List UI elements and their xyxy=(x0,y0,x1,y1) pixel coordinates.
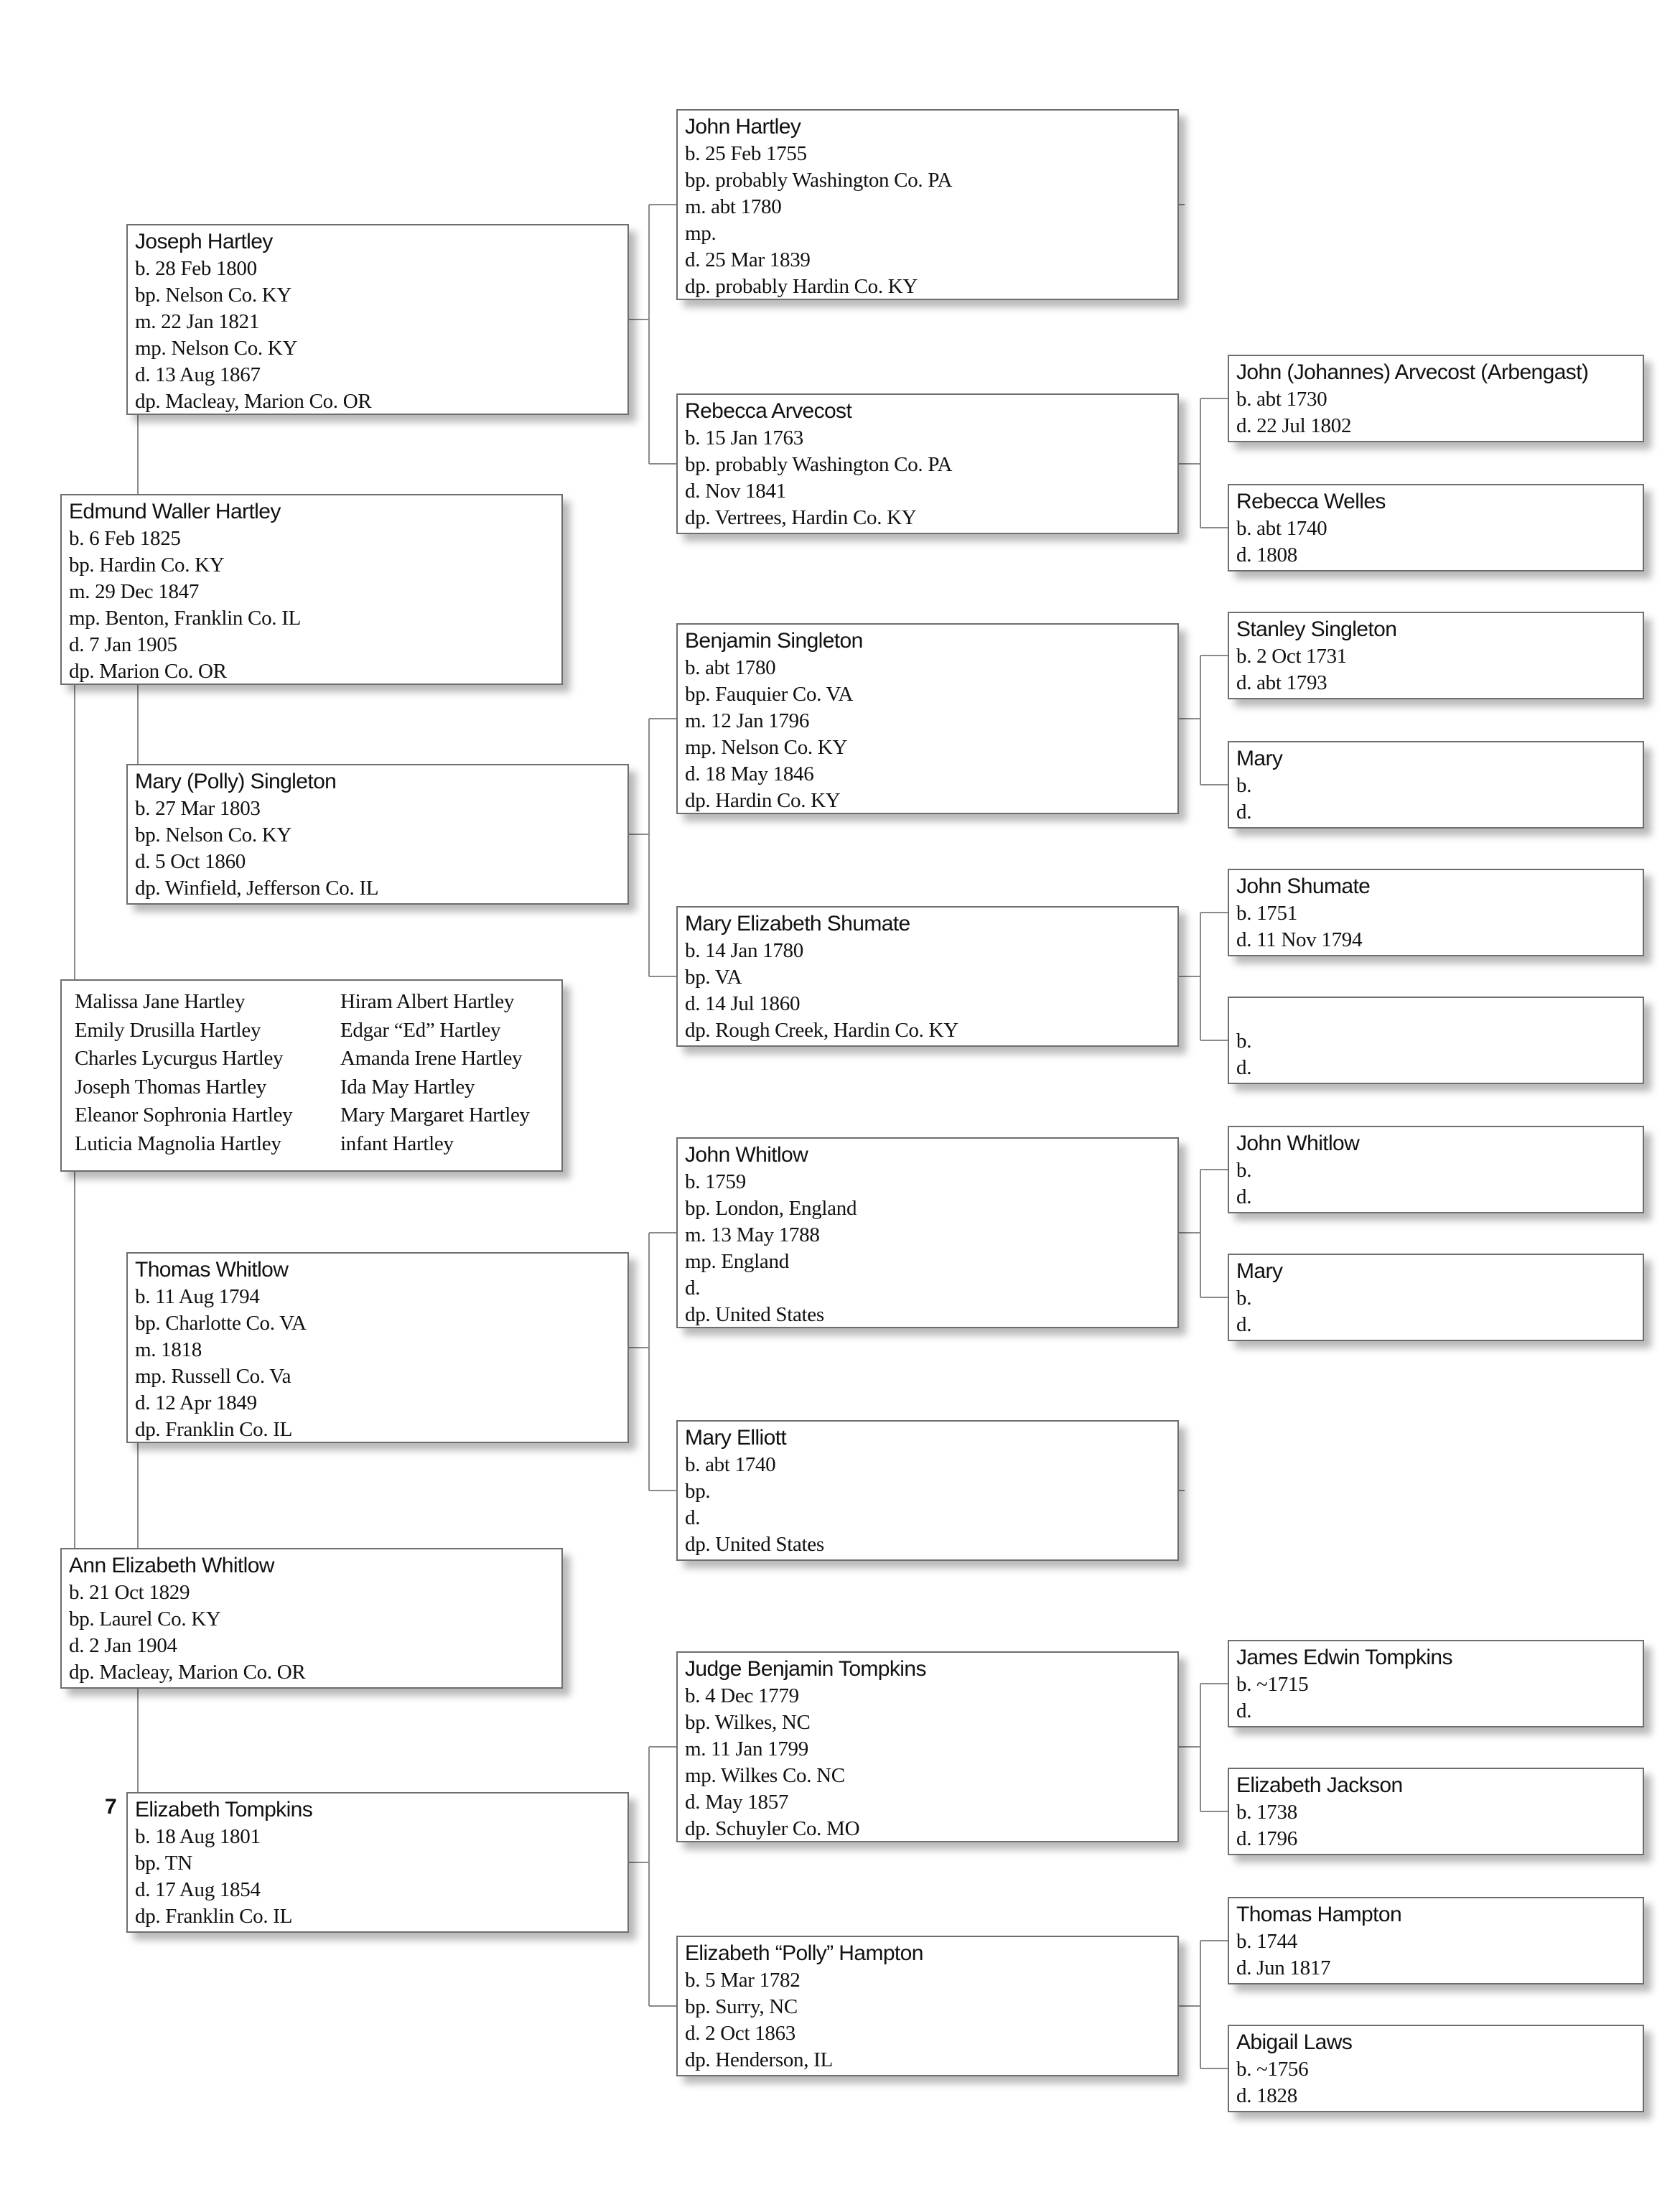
child-name: Luticia Magnolia Hartley xyxy=(75,1132,281,1155)
person-box-thomas-whitlow xyxy=(126,1252,629,1443)
person-fact: bp. TN xyxy=(135,1852,192,1875)
person-fact: bp. Fauquier Co. VA xyxy=(685,683,854,706)
person-box-mary-polly-singleton xyxy=(126,764,629,905)
person-box-john-shumate xyxy=(1228,869,1644,956)
person-fact: bp. VA xyxy=(685,966,742,989)
person-name: Judge Benjamin Tompkins xyxy=(685,1657,926,1681)
person-fact: b. abt 1730 xyxy=(1236,388,1327,411)
person-fact: bp. Charlotte Co. VA xyxy=(135,1312,307,1335)
person-fact: dp. probably Hardin Co. KY xyxy=(685,275,918,298)
person-fact: d. 18 May 1846 xyxy=(685,762,814,785)
person-name: John Hartley xyxy=(685,115,801,139)
person-name: Stanley Singleton xyxy=(1236,617,1397,641)
person-fact: b. abt 1740 xyxy=(1236,517,1327,540)
person-fact: d. xyxy=(685,1506,701,1529)
person-fact: d. xyxy=(685,1277,701,1300)
person-fact: d. xyxy=(1236,1056,1252,1079)
person-fact: b. xyxy=(1236,1159,1252,1182)
person-name: Joseph Hartley xyxy=(135,230,273,253)
person-fact: b. abt 1740 xyxy=(685,1453,776,1476)
person-fact: mp. Wilkes Co. NC xyxy=(685,1764,845,1787)
person-fact: bp. Surry, NC xyxy=(685,1995,798,2018)
person-fact: bp. Nelson Co. KY xyxy=(135,824,292,846)
person-fact: dp. Macleay, Marion Co. OR xyxy=(135,390,372,413)
person-fact: b. 1738 xyxy=(1236,1801,1297,1824)
person-box-elizabeth-tompkins xyxy=(126,1792,629,1933)
person-box-mary-whitlow-wife xyxy=(1228,1254,1644,1341)
person-name: John (Johannes) Arvecost (Arbengast) xyxy=(1236,360,1589,384)
person-fact: d. 7 Jan 1905 xyxy=(69,633,177,656)
person-box-joseph-hartley xyxy=(126,224,629,415)
person-box-mary-singleton-wife xyxy=(1228,741,1644,829)
person-fact: b. ~1756 xyxy=(1236,2058,1309,2081)
person-name: Abigail Laws xyxy=(1236,2030,1353,2054)
person-fact: mp. Russell Co. Va xyxy=(135,1365,291,1388)
person-fact: m. abt 1780 xyxy=(685,195,782,218)
person-fact: b. 18 Aug 1801 xyxy=(135,1825,261,1848)
person-box-james-edwin-tompkins xyxy=(1228,1640,1644,1727)
person-box-john-whitlow-elder xyxy=(1228,1126,1644,1213)
person-fact: d. 13 Aug 1867 xyxy=(135,363,261,386)
person-fact: b. abt 1780 xyxy=(685,656,776,679)
person-fact: d. 1828 xyxy=(1236,2084,1297,2107)
person-fact: d. May 1857 xyxy=(685,1791,789,1814)
person-box-stanley-singleton xyxy=(1228,612,1644,699)
person-fact: d. 11 Nov 1794 xyxy=(1236,928,1363,951)
person-fact: bp. probably Washington Co. PA xyxy=(685,453,953,476)
person-fact: b. 28 Feb 1800 xyxy=(135,257,257,280)
person-fact: b. xyxy=(1236,1030,1252,1053)
person-fact: mp. Nelson Co. KY xyxy=(685,736,848,759)
person-name: John Whitlow xyxy=(685,1143,808,1167)
person-name: Thomas Hampton xyxy=(1236,1903,1402,1926)
child-name: Emily Drusilla Hartley xyxy=(75,1018,261,1042)
person-fact: dp. Macleay, Marion Co. OR xyxy=(69,1661,306,1684)
person-name: Edmund Waller Hartley xyxy=(69,500,281,523)
person-box-john-whitlow-1759 xyxy=(676,1137,1179,1328)
person-fact: mp. Nelson Co. KY xyxy=(135,337,298,360)
child-name: Edgar “Ed” Hartley xyxy=(340,1018,501,1042)
person-box-mary-elliott xyxy=(676,1420,1179,1561)
person-name: Mary Elizabeth Shumate xyxy=(685,912,910,936)
person-fact: dp. Winfield, Jefferson Co. IL xyxy=(135,877,379,900)
person-fact: mp. Benton, Franklin Co. IL xyxy=(69,607,301,630)
person-fact: b. 15 Jan 1763 xyxy=(685,426,803,449)
person-box-rebecca-welles xyxy=(1228,484,1644,572)
person-name: Elizabeth Jackson xyxy=(1236,1773,1403,1797)
person-fact: d. 2 Jan 1904 xyxy=(69,1634,177,1657)
person-name: James Edwin Tompkins xyxy=(1236,1646,1452,1669)
person-fact: b. 6 Feb 1825 xyxy=(69,527,181,550)
person-fact: d. 2 Oct 1863 xyxy=(685,2022,795,2045)
person-fact: b. 27 Mar 1803 xyxy=(135,797,261,820)
person-box-john-johannes-arvecost xyxy=(1228,355,1644,442)
person-fact: dp. Franklin Co. IL xyxy=(135,1905,293,1928)
person-name: John Shumate xyxy=(1236,874,1371,898)
person-fact: b. 1751 xyxy=(1236,902,1297,925)
person-fact: d. 5 Oct 1860 xyxy=(135,850,246,873)
child-name: Eleanor Sophronia Hartley xyxy=(75,1104,293,1127)
person-fact: dp. Hardin Co. KY xyxy=(685,789,841,812)
person-fact: dp. United States xyxy=(685,1533,824,1556)
person-fact: d. xyxy=(1236,1699,1252,1722)
person-fact: b. 25 Feb 1755 xyxy=(685,142,807,165)
person-box-thomas-hampton xyxy=(1228,1897,1644,1984)
person-name xyxy=(1236,1001,1635,1028)
person-fact: dp. United States xyxy=(685,1303,824,1326)
person-box-judge-benjamin-tompkins xyxy=(676,1651,1179,1842)
person-name: Benjamin Singleton xyxy=(685,629,863,653)
person-name: Rebecca Arvecost xyxy=(685,399,852,423)
person-box-elizabeth-jackson xyxy=(1228,1768,1644,1855)
person-fact: d. Jun 1817 xyxy=(1236,1956,1331,1979)
person-box-mary-elizabeth-shumate xyxy=(676,906,1179,1047)
person-name: Elizabeth “Polly” Hampton xyxy=(685,1941,923,1965)
person-fact: d. 12 Apr 1849 xyxy=(135,1391,257,1414)
person-fact: d. 1808 xyxy=(1236,544,1297,566)
person-name: Mary (Polly) Singleton xyxy=(135,770,337,793)
child-name: infant Hartley xyxy=(340,1132,454,1155)
person-fact: b. 2 Oct 1731 xyxy=(1236,645,1347,668)
person-fact: d. 14 Jul 1860 xyxy=(685,992,801,1015)
person-fact: d. xyxy=(1236,801,1252,824)
person-fact: b. 5 Mar 1782 xyxy=(685,1969,801,1992)
child-name: Amanda Irene Hartley xyxy=(340,1047,523,1070)
person-fact: b. 11 Aug 1794 xyxy=(135,1285,260,1308)
person-fact: m. 29 Dec 1847 xyxy=(69,580,200,603)
person-box-unknown-shumate-wife xyxy=(1228,997,1644,1084)
person-fact: b. 4 Dec 1779 xyxy=(685,1684,799,1707)
person-fact: mp. xyxy=(685,222,717,245)
person-fact: bp. Nelson Co. KY xyxy=(135,284,292,307)
person-fact: bp. probably Washington Co. PA xyxy=(685,169,953,192)
person-box-rebecca-arvecost xyxy=(676,393,1179,534)
person-fact: b. 1759 xyxy=(685,1170,746,1193)
child-name: Charles Lycurgus Hartley xyxy=(75,1047,284,1070)
children-list xyxy=(60,979,563,1172)
person-fact: m. 12 Jan 1796 xyxy=(685,709,810,732)
person-fact: d. 17 Aug 1854 xyxy=(135,1878,261,1901)
person-fact: d. xyxy=(1236,1313,1252,1336)
person-fact: b. xyxy=(1236,774,1252,797)
person-name: Mary Elliott xyxy=(685,1426,787,1450)
person-fact: d. 22 Jul 1802 xyxy=(1236,414,1352,437)
person-fact: bp. Hardin Co. KY xyxy=(69,554,225,577)
person-name: Ann Elizabeth Whitlow xyxy=(69,1554,274,1577)
person-fact: d. 25 Mar 1839 xyxy=(685,248,811,271)
person-fact: d. xyxy=(1236,1185,1252,1208)
person-fact: b. xyxy=(1236,1287,1252,1310)
person-fact: m. 13 May 1788 xyxy=(685,1223,820,1246)
child-name: Hiram Albert Hartley xyxy=(340,990,515,1013)
person-fact: dp. Franklin Co. IL xyxy=(135,1418,293,1441)
person-name: Mary xyxy=(1236,747,1283,770)
person-box-abigail-laws xyxy=(1228,2025,1644,2112)
person-fact: d. Nov 1841 xyxy=(685,480,786,503)
person-fact: bp. Laurel Co. KY xyxy=(69,1608,221,1631)
person-fact: m. 11 Jan 1799 xyxy=(685,1737,808,1760)
person-fact: m. 22 Jan 1821 xyxy=(135,310,260,333)
person-box-ann-elizabeth-whitlow xyxy=(60,1548,563,1689)
person-fact: mp. England xyxy=(685,1250,789,1273)
child-name: Joseph Thomas Hartley xyxy=(75,1075,267,1098)
children-column-left xyxy=(75,988,292,1158)
children-column-right xyxy=(340,988,530,1158)
person-name: Elizabeth Tompkins xyxy=(135,1798,313,1821)
person-fact: b. ~1715 xyxy=(1236,1673,1309,1696)
child-name: Ida May Hartley xyxy=(340,1075,475,1098)
person-name: Rebecca Welles xyxy=(1236,490,1386,513)
person-box-benjamin-singleton xyxy=(676,623,1179,814)
person-fact: bp. London, England xyxy=(685,1197,857,1220)
person-name: Thomas Whitlow xyxy=(135,1258,289,1282)
child-name: Malissa Jane Hartley xyxy=(75,990,246,1013)
person-name: Mary xyxy=(1236,1259,1283,1283)
person-fact: bp. Wilkes, NC xyxy=(685,1711,811,1734)
person-fact: dp. Marion Co. OR xyxy=(69,660,227,683)
person-number: 7 xyxy=(105,1795,117,1819)
person-box-john-hartley xyxy=(676,109,1179,300)
person-fact: bp. xyxy=(685,1480,711,1503)
child-name: Mary Margaret Hartley xyxy=(340,1104,530,1127)
person-fact: dp. Henderson, IL xyxy=(685,2048,833,2071)
person-fact: dp. Vertrees, Hardin Co. KY xyxy=(685,506,917,529)
person-fact: b. 21 Oct 1829 xyxy=(69,1581,190,1604)
person-fact: dp. Rough Creek, Hardin Co. KY xyxy=(685,1019,958,1042)
person-fact: b. 14 Jan 1780 xyxy=(685,939,803,962)
person-box-edmund-waller-hartley xyxy=(60,494,563,685)
person-box-elizabeth-polly-hampton xyxy=(676,1936,1179,2076)
person-fact: dp. Schuyler Co. MO xyxy=(685,1817,860,1840)
person-fact: d. 1796 xyxy=(1236,1827,1297,1850)
person-fact: b. 1744 xyxy=(1236,1930,1297,1953)
person-fact: m. 1818 xyxy=(135,1338,202,1361)
person-name: John Whitlow xyxy=(1236,1132,1360,1155)
person-fact: d. abt 1793 xyxy=(1236,671,1327,694)
